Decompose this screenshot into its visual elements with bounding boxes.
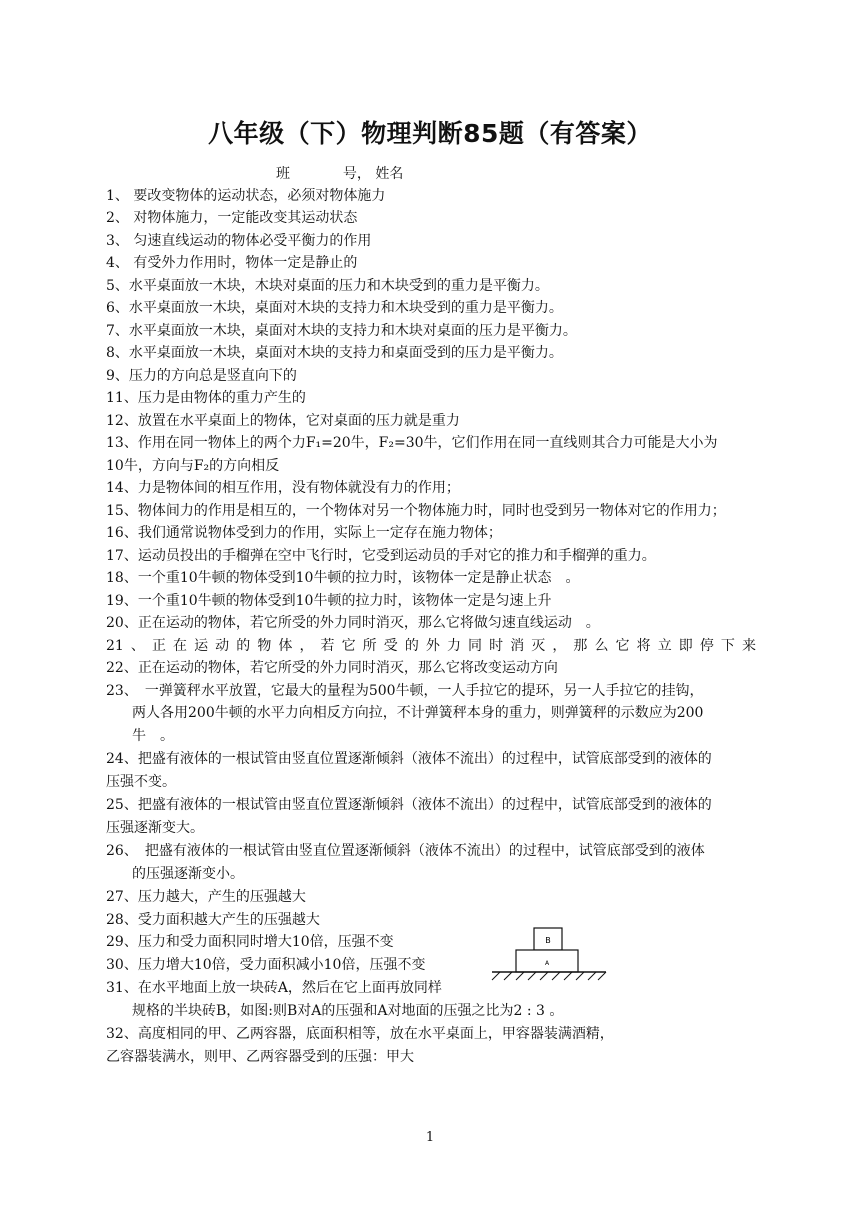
question-25-line2: 压强逐渐变大。 <box>106 820 204 836</box>
question-20: 20、正在运动的物体，若它所受的外力同时消灭，那么它将做匀速直线运动 。 <box>106 615 600 631</box>
class-info-line <box>276 163 403 183</box>
question-32-line1: 32、高度相同的甲、乙两容器，底面积相等，放在水平桌面上，甲容器装满酒精， <box>106 1026 614 1042</box>
question-6: 6、水平桌面放一木块，桌面对木块的支持力和木块受到的重力是平衡力。 <box>106 300 563 316</box>
question-31-line1: 31、在水平地面上放一块砖A，然后在它上面再放同样 <box>106 980 442 996</box>
question-9: 9、压力的方向总是竖直向下的 <box>106 368 297 384</box>
question-13-line2: 10牛，方向与F₂的方向相反 <box>106 458 280 474</box>
question-26-line1: 26、 把盛有液体的一根试管由竖直位置逐渐倾斜（液体不流出）的过程中，试管底部受到的液体 <box>106 843 705 859</box>
question-24-line2: 压强不变。 <box>106 774 176 790</box>
ground-hatching <box>492 972 606 980</box>
question-17: 17、运动员投出的手榴弹在空中飞行时，它受到运动员的手对它的推力和手榴弹的重力。 <box>106 548 656 564</box>
question-30: 30、压力增大10倍，受力面积减小10倍，压强不变 <box>106 957 426 973</box>
question-29: 29、压力和受力面积同时增大10倍，压强不变 <box>106 934 394 950</box>
question-23-line1: 23、 一弹簧秤水平放置，它最大的量程为500牛顿，一人手拉它的提环，另一人手拉它的挂钩， <box>106 683 704 699</box>
question-1: 1、 要改变物体的运动状态，必须对物体施力 <box>106 188 386 204</box>
question-2: 2、 对物体施力，一定能改变其运动状态 <box>106 210 358 226</box>
question-28: 28、受力面积越大产生的压强越大 <box>106 912 320 928</box>
question-16: 16、我们通常说物体受到力的作用，实际上一定存在施力物体； <box>106 525 502 541</box>
question-3: 3、 匀速直线运动的物体必受平衡力的作用 <box>106 233 372 249</box>
question-7: 7、水平桌面放一木块，桌面对木块的支持力和木块对桌面的压力是平衡力。 <box>106 323 577 339</box>
number-label: 号， <box>342 166 371 182</box>
question-5: 5、水平桌面放一木块，木块对桌面的压力和木块受到的重力是平衡力。 <box>106 278 549 294</box>
brick-a-label: A <box>544 960 550 967</box>
question-21: 21、正在运动的物体，若它所受的外力同时消灭，那么它将立即停下来 <box>106 638 756 654</box>
question-31-line2: 规格的半块砖B，如图:则B对A的压强和A对地面的压强之比为2 : 3 。 <box>132 1003 564 1019</box>
question-18: 18、一个重10牛顿的物体受到10牛顿的拉力时，该物体一定是静止状态 。 <box>106 570 580 586</box>
question-26-line2: 的压强逐渐变小。 <box>132 866 244 882</box>
page-number: 1 <box>425 1130 435 1145</box>
question-22: 22、正在运动的物体，若它所受的外力同时消灭，那么它将改变运动方向 <box>106 660 558 676</box>
question-19: 19、一个重10牛顿的物体受到10牛顿的拉力时，该物体一定是匀速上升 <box>106 593 552 609</box>
question-12: 12、放置在水平桌面上的物体，它对桌面的压力就是重力 <box>106 413 460 429</box>
question-23-line3: 牛 。 <box>132 728 174 744</box>
question-24-line1: 24、把盛有液体的一根试管由竖直位置逐渐倾斜（液体不流出）的过程中，试管底部受到的液体的 <box>106 751 712 767</box>
question-4: 4、 有受外力作用时，物体一定是静止的 <box>106 255 358 271</box>
question-15: 15、物体间力的作用是相互的，一个物体对另一个物体施力时，同时也受到另一物体对它的作用力； <box>106 503 726 519</box>
question-13-line1: 13、作用在同一物体上的两个力F₁=20牛，F₂=30牛，它们作用在同一直线则其合力可能是大小为 <box>106 435 718 451</box>
brick-b-label: B <box>545 936 551 945</box>
page-title: 八年级（下）物理判断85题（有答案） <box>208 119 652 148</box>
question-25-line1: 25、把盛有液体的一根试管由竖直位置逐渐倾斜（液体不流出）的过程中，试管底部受到的液体的 <box>106 797 712 813</box>
question-32-line2: 乙容器装满水，则甲、乙两容器受到的压强：甲大 <box>106 1049 414 1065</box>
question-23-line2: 两人各用200牛顿的水平力向相反方向拉，不计弹簧秤本身的重力，则弹簧秤的示数应为200 <box>132 705 704 721</box>
question-8: 8、水平桌面放一木块，桌面对木块的支持力和桌面受到的压力是平衡力。 <box>106 345 563 361</box>
name-label: 姓名 <box>375 166 404 182</box>
question-27: 27、压力越大，产生的压强越大 <box>106 889 306 905</box>
class-label: 班 <box>276 166 290 182</box>
question-14: 14、力是物体间的相互作用，没有物体就没有力的作用； <box>106 480 460 496</box>
brick-diagram <box>488 926 612 986</box>
question-11: 11、压力是由物体的重力产生的 <box>106 390 306 406</box>
